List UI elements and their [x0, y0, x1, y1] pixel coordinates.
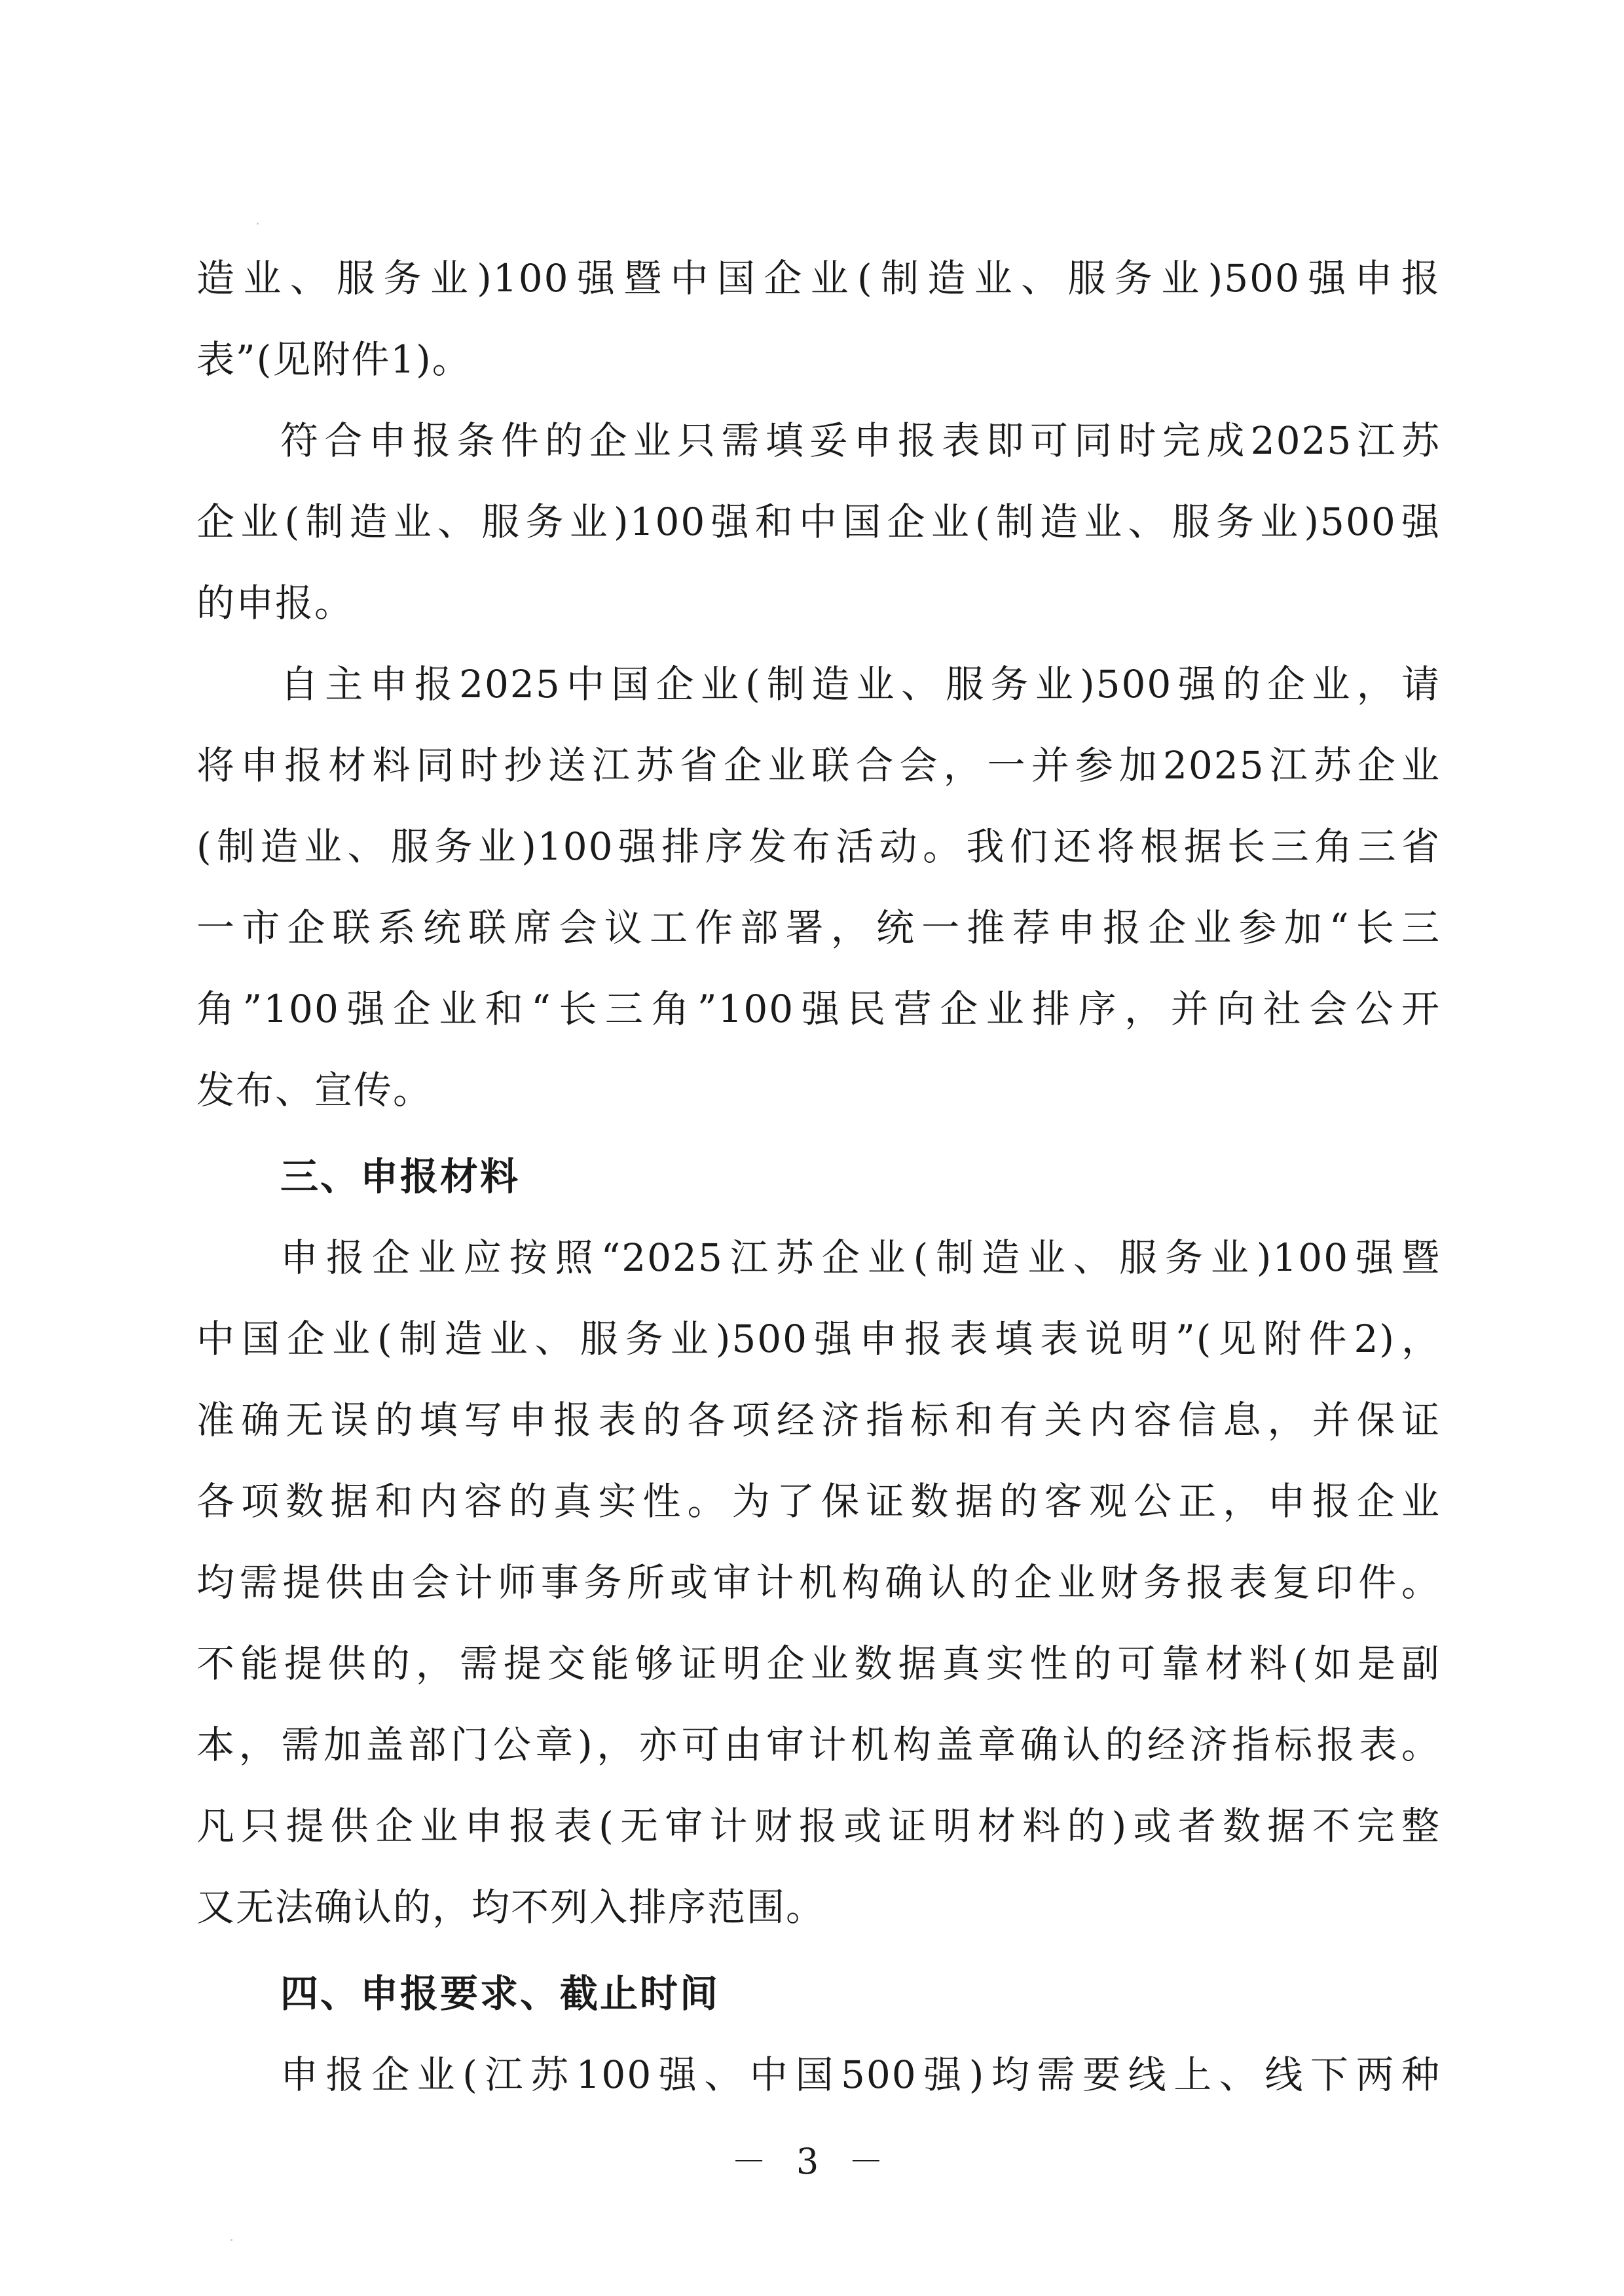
body-line-12: 申报企业应按照“2025江苏企业(制造业、服务业)100强暨 — [280, 1235, 1441, 1280]
body-line-4: 企业(制造业、服务业)100强和中国企业(制造业、服务业)500强 — [196, 500, 1441, 544]
section-heading-materials: 三、申报材料 — [280, 1154, 521, 1199]
body-line-16: 均需提供由会计师事务所或审计机构确认的企业财务报表复印件。 — [196, 1560, 1441, 1605]
scan-speck — [231, 2239, 232, 2241]
body-line-21: 申报企业(江苏100强、中国500强)均需要线上、线下两种 — [280, 2052, 1441, 2097]
body-line-11: 发布、宣传。 — [196, 1068, 433, 1112]
page-number: － 3 － — [731, 2141, 893, 2182]
body-line-2: 表”(见附件1)。 — [196, 337, 471, 382]
body-line-6: 自主申报2025中国企业(制造业、服务业)500强的企业，请 — [280, 662, 1441, 706]
body-line-3: 符合申报条件的企业只需填妥申报表即可同时完成2025江苏 — [280, 418, 1441, 463]
body-line-15: 各项数据和内容的真实性。为了保证数据的客观公正，申报企业 — [196, 1479, 1441, 1523]
body-line-13: 中国企业(制造业、服务业)500强申报表填表说明”(见附件2)， — [196, 1317, 1441, 1361]
body-line-8: (制造业、服务业)100强排序发布活动。我们还将根据长三角三省 — [196, 824, 1441, 869]
body-line-10: 角”100强企业和“长三角”100强民营企业排序，并向社会公开 — [196, 987, 1441, 1031]
scan-speck — [257, 223, 259, 225]
body-line-14: 准确无误的填写申报表的各项经济指标和有关内容信息，并保证 — [196, 1398, 1441, 1442]
body-line-5: 的申报。 — [196, 581, 354, 625]
body-line-20: 又无法确认的，均不列入排序范围。 — [196, 1885, 826, 1929]
body-line-17: 不能提供的，需提交能够证明企业数据真实性的可靠材料(如是副 — [196, 1641, 1441, 1686]
section-heading-requirements: 四、申报要求、截止时间 — [280, 1971, 720, 2016]
body-line-9: 一市企联系统联席会议工作部署，统一推荐申报企业参加“长三 — [196, 905, 1441, 950]
body-line-18: 本，需加盖部门公章)，亦可由审计机构盖章确认的经济指标报表。 — [196, 1722, 1441, 1767]
body-line-19: 凡只提供企业申报表(无审计财报或证明材料的)或者数据不完整 — [196, 1804, 1441, 1848]
body-line-7: 将申报材料同时抄送江苏省企业联合会，一并参加2025江苏企业 — [196, 743, 1441, 788]
body-line-1: 造业、服务业)100强暨中国企业(制造业、服务业)500强申报 — [196, 256, 1441, 301]
